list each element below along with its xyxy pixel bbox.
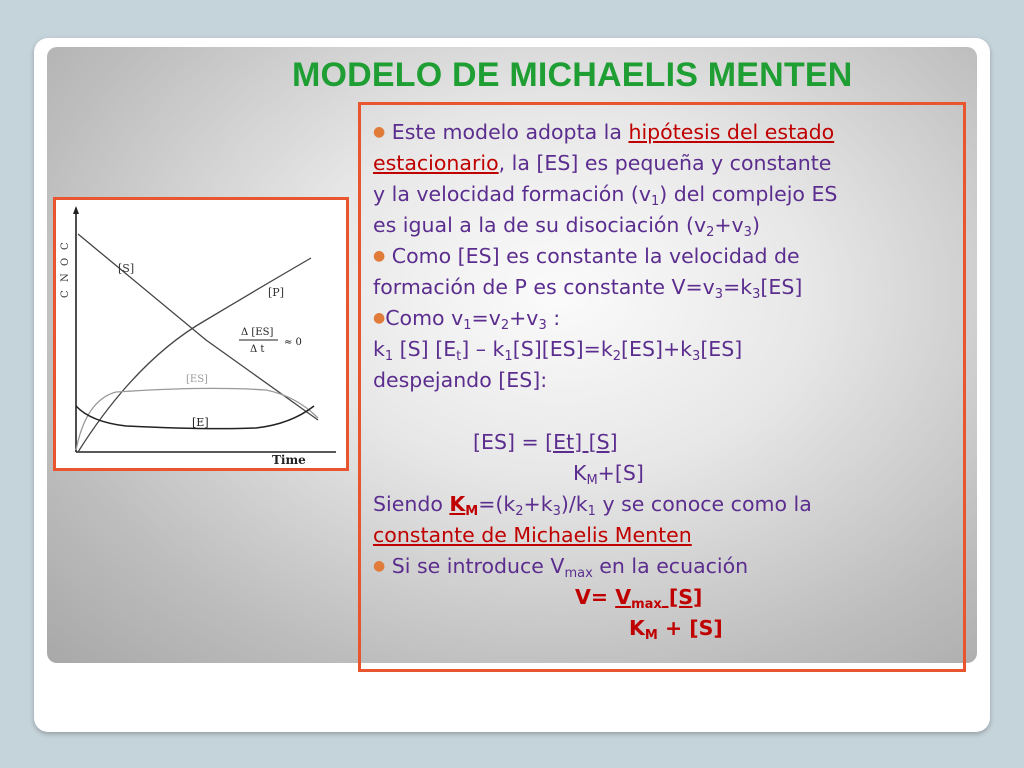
equation-1: $k_1$ [S] $[E_t] - k_1[S][ES]=k_2[ES]+k_3[ES]$ [373,337,743,364]
p1-line-1: ● Este modelo adopta la hipótesis del estado [373,120,835,144]
v-equation-numerator: $V= V_{max}$ [S] [575,585,703,612]
delta-numerator: Δ [ES] [241,327,274,338]
bullet-icon: ● [373,248,386,264]
delta-denominator: Δ t [250,344,265,355]
hypothesis-highlight: hipótesis del estado [628,120,835,144]
p1-line-4: es igual a la de su disociación $(v_2+v_3)$ [373,213,760,240]
approx-zero: ≈ 0 [284,337,302,348]
siendo-line: Siendo $K_M=(k_2+k_3)/k_1$ y se conoce como la [373,492,812,519]
text-body [373,117,963,644]
es-equation-denominator: $K_M+[S]$ [573,461,644,488]
y-axis-arrow [73,206,79,214]
equation-2: despejando [ES]: [373,368,548,392]
v-equation-denominator: $K_M + [S]$ [629,616,723,643]
p4-line: ● Si se introduce $V_{max}$ en la ecuación [373,554,749,581]
slide-title: MODELO DE MICHAELIS MENTEN [292,56,853,94]
text-box [358,102,966,672]
p2-line-1: ● Como [ES] es constante la velocidad de [373,244,800,268]
y-letter-4: C [60,290,71,298]
es-equation-numerator: [ES] = [Et] [S] [473,430,618,454]
p2-line-2: formación de P es constante $V=v_3=k_3[ES]$ [373,275,803,302]
diagram-box [53,197,349,471]
y-letter-2: O [60,257,71,266]
stationary-highlight: estacionario [373,151,499,175]
bullet-icon: ● [373,558,386,574]
y-letter-1: C [60,242,71,250]
p3-line-1: ●Como $v_1=v_2+v_3$ : [373,306,561,333]
bullet-icon: ● [373,124,386,140]
label-p: [P] [268,286,284,299]
bullet-icon: ● [373,310,386,326]
y-letter-3: N [60,273,71,282]
constant-line [373,520,963,551]
constant-highlight: constante de Michaelis Menten [373,523,692,547]
km-highlight: $K_M$ [449,492,479,519]
x-axis-label: Time [272,453,306,467]
label-s: [S] [118,262,135,275]
kinetics-diagram [56,200,346,468]
p1-line-2: estacionario, la [ES] es pequeña y constante [373,151,832,175]
p1-line-3: y la velocidad formación $(v_1)$ del complejo ES [373,182,838,209]
label-es: [ES] [186,374,208,385]
blank-line [373,396,963,427]
label-e: [E] [192,416,209,429]
